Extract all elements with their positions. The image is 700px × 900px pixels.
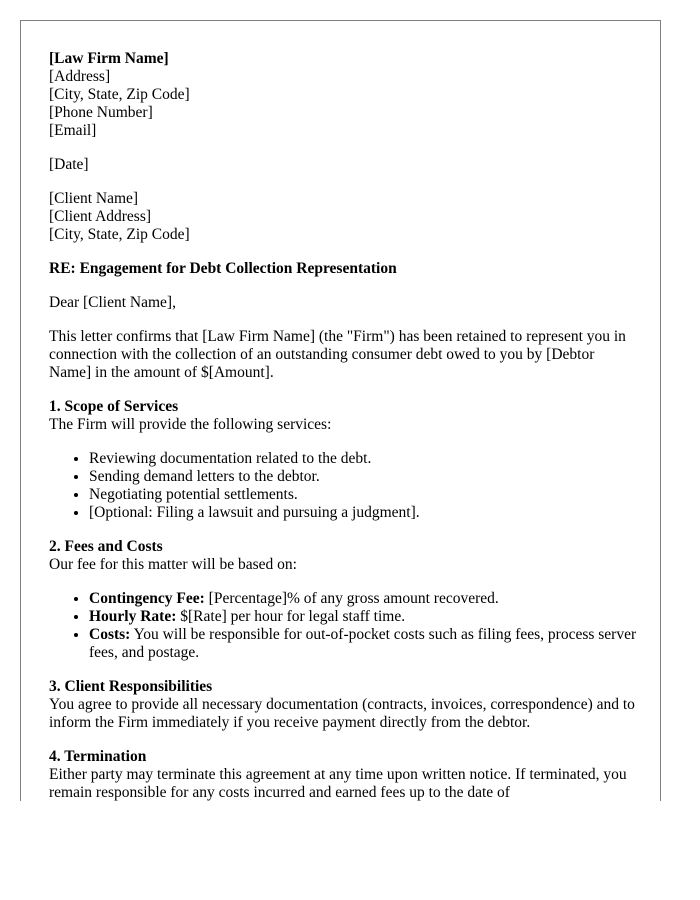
salutation: Dear [Client Name], (49, 294, 176, 311)
section-title: 1. Scope of Services (49, 398, 179, 415)
list-item (89, 590, 639, 608)
section-lead: Our fee for this matter will be based on: (49, 556, 297, 573)
section-scope (49, 398, 639, 522)
section-lead: The Firm will provide the following services: (49, 416, 332, 433)
fee-text: [Percentage]% of any gross amount recovered. (204, 590, 499, 607)
firm-address: [Address] (49, 68, 111, 85)
client-city-state-zip: [City, State, Zip Code] (49, 226, 190, 243)
list-item (89, 608, 639, 626)
section-termination (49, 748, 639, 801)
section-title: 3. Client Responsibilities (49, 678, 213, 695)
client-address: [Client Address] (49, 208, 152, 225)
fees-list (49, 590, 639, 662)
list-item (89, 626, 639, 662)
list-item: • Reviewing documentation related to the debt. (89, 450, 639, 468)
section-text: Either party may terminate this agreement at any time upon written notice. If terminated, you remain responsible for any costs incurred and earned fees up to the date of (49, 766, 627, 801)
section-fees (49, 538, 639, 662)
fee-label: Costs: (89, 626, 131, 643)
intro-paragraph: This letter confirms that [Law Firm Name] (the "Firm") has been retained to represent you in connection with the collection of an outstanding consumer debt owed to you by [Debtor Name] in the amount of $[Amount]. (49, 328, 626, 381)
fee-text: You will be responsible for out-of-pocket costs such as filing fees, process server fees, and postage. (89, 626, 637, 661)
letter-content (49, 50, 639, 801)
subject-line: RE: Engagement for Debt Collection Representation (49, 260, 397, 277)
list-item: • [Optional: Filing a lawsuit and pursuing a judgment]. (89, 504, 639, 522)
section-text: You agree to provide all necessary documentation (contracts, invoices, correspondence) and to inform the Firm immediately if you receive payment directly from the debtor. (49, 696, 635, 731)
letter-page (20, 20, 661, 801)
client-name: [Client Name] (49, 190, 139, 207)
firm-city-state-zip: [City, State, Zip Code] (49, 86, 190, 103)
firm-name: [Law Firm Name] (49, 50, 169, 67)
fee-label: Contingency Fee: (89, 590, 205, 607)
section-title: 4. Termination (49, 748, 147, 765)
firm-email: [Email] (49, 122, 97, 139)
recipient-block (49, 190, 639, 244)
fee-text: $[Rate] per hour for legal staff time. (176, 608, 406, 625)
list-item: • Sending demand letters to the debtor. (89, 468, 639, 486)
firm-phone: [Phone Number] (49, 104, 153, 121)
fee-label: Hourly Rate: (89, 608, 177, 625)
services-list (49, 450, 639, 522)
list-item: • Negotiating potential settlements. (89, 486, 639, 504)
section-title: 2. Fees and Costs (49, 538, 163, 555)
section-responsibilities (49, 678, 639, 732)
letter-date: [Date] (49, 156, 89, 173)
sender-block (49, 50, 639, 140)
